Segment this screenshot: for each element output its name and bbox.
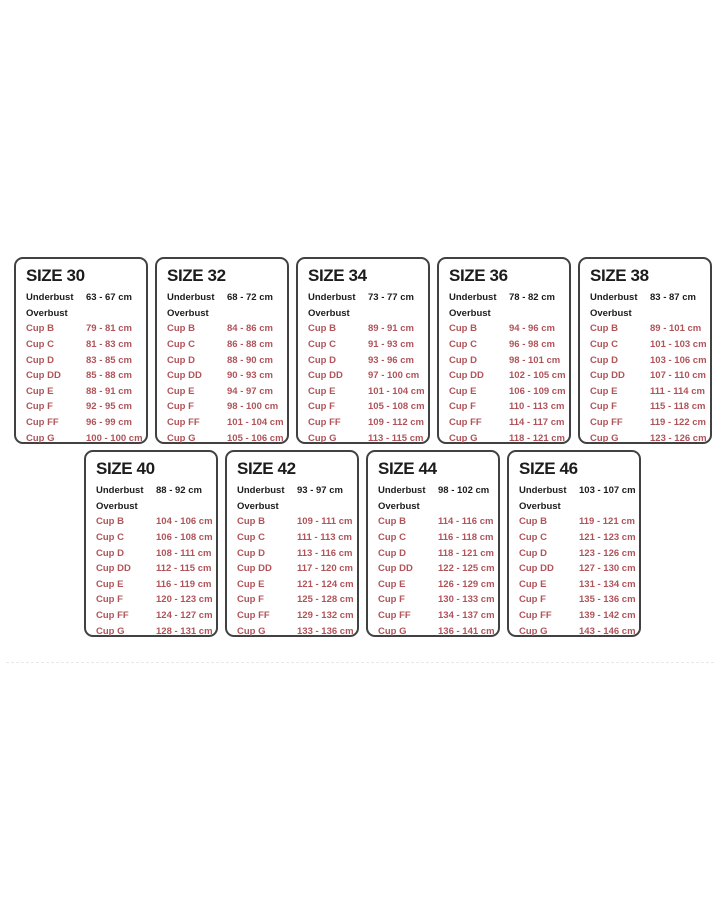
underbust-label: Underbust — [167, 292, 215, 304]
cup-label: Cup DD — [378, 563, 413, 575]
cup-row — [167, 415, 284, 431]
cup-row — [590, 384, 704, 400]
overbust-label: Overbust — [590, 307, 632, 319]
cup-label: Cup DD — [26, 370, 61, 382]
size-card-title: SIZE 38 — [590, 266, 649, 285]
cup-value: 133 - 136 cm — [297, 625, 354, 637]
cup-value: 93 - 96 cm — [368, 354, 414, 366]
cup-label: Cup FF — [449, 417, 482, 429]
cup-label: Cup E — [96, 578, 124, 590]
cup-row — [26, 337, 140, 353]
cup-row — [26, 384, 140, 400]
cup-label: Cup F — [167, 401, 194, 413]
cup-label: Cup B — [96, 516, 124, 528]
size-cards-row-1 — [14, 257, 712, 444]
cup-value: 115 - 118 cm — [650, 401, 706, 413]
cup-label: Cup DD — [237, 563, 272, 575]
cup-row — [237, 561, 351, 577]
overbust-label: Overbust — [308, 307, 350, 319]
size-card-title: SIZE 36 — [449, 266, 508, 285]
cup-value: 88 - 91 cm — [86, 385, 132, 397]
underbust-row — [308, 290, 422, 306]
overbust-label: Overbust — [519, 500, 561, 512]
cup-value: 83 - 85 cm — [86, 354, 132, 366]
cup-label: Cup DD — [590, 370, 625, 382]
cup-row — [26, 368, 140, 384]
cup-label: Cup E — [167, 385, 195, 397]
underbust-row — [96, 483, 210, 499]
cup-value: 130 - 133 cm — [438, 594, 495, 606]
underbust-row — [590, 290, 704, 306]
overbust-label: Overbust — [237, 500, 279, 512]
cup-value: 100 - 100 cm — [86, 432, 143, 444]
cup-value: 123 - 126 cm — [579, 547, 636, 559]
underbust-value: 68 - 72 cm — [227, 292, 273, 304]
cup-label: Cup B — [167, 323, 195, 335]
cup-value: 91 - 93 cm — [368, 339, 414, 351]
cup-value: 110 - 113 cm — [509, 401, 565, 413]
cup-label: Cup B — [590, 323, 618, 335]
cup-label: Cup FF — [167, 417, 200, 429]
cup-label: Cup E — [449, 385, 477, 397]
cup-value: 136 - 141 cm — [438, 625, 495, 637]
cup-row — [449, 337, 563, 353]
cup-row — [96, 608, 213, 624]
underbust-value: 93 - 97 cm — [297, 485, 343, 497]
cup-value: 123 - 126 cm — [650, 432, 707, 444]
cup-value: 119 - 122 cm — [650, 417, 706, 429]
cup-value: 111 - 113 cm — [297, 532, 352, 544]
cup-row — [378, 545, 492, 561]
cup-row — [96, 545, 210, 561]
cup-label: Cup FF — [237, 610, 270, 622]
cup-label: Cup G — [167, 432, 196, 444]
cup-label: Cup FF — [519, 610, 552, 622]
cup-value: 88 - 90 cm — [227, 354, 273, 366]
cup-row — [590, 352, 707, 368]
cup-row — [96, 623, 213, 639]
underbust-label: Underbust — [378, 485, 426, 497]
cup-value: 94 - 97 cm — [227, 385, 273, 397]
cup-label: Cup C — [519, 532, 547, 544]
size-card-title: SIZE 32 — [167, 266, 226, 285]
cup-value: 118 - 121 cm — [438, 547, 494, 559]
cup-row — [519, 608, 636, 624]
overbust-label: Overbust — [96, 500, 138, 512]
cup-label: Cup C — [378, 532, 406, 544]
underbust-row — [449, 290, 563, 306]
underbust-row — [519, 483, 636, 499]
cup-value: 127 - 130 cm — [579, 563, 636, 575]
size-card — [155, 257, 289, 444]
overbust-label: Overbust — [26, 307, 68, 319]
cup-label: Cup FF — [308, 417, 341, 429]
underbust-value: 63 - 67 cm — [86, 292, 132, 304]
cup-row — [26, 321, 140, 337]
underbust-value: 83 - 87 cm — [650, 292, 696, 304]
overbust-row — [308, 306, 422, 322]
underbust-value: 78 - 82 cm — [509, 292, 555, 304]
cup-row — [308, 352, 422, 368]
cup-row — [237, 608, 354, 624]
cup-label: Cup E — [237, 578, 265, 590]
cup-value: 102 - 105 cm — [509, 370, 566, 382]
cup-label: Cup G — [308, 432, 337, 444]
size-card-title: SIZE 42 — [237, 459, 296, 478]
cup-label: Cup D — [308, 354, 336, 366]
cup-value: 121 - 123 cm — [579, 532, 636, 544]
underbust-row — [167, 290, 281, 306]
cup-value: 90 - 93 cm — [227, 370, 273, 382]
cup-row — [590, 430, 707, 446]
cup-row — [519, 592, 636, 608]
cup-value: 103 - 106 cm — [650, 354, 707, 366]
cup-label: Cup F — [308, 401, 335, 413]
overbust-row — [449, 306, 563, 322]
cup-row — [96, 592, 213, 608]
cup-row — [308, 321, 422, 337]
cup-row — [26, 399, 140, 415]
cup-value: 105 - 108 cm — [368, 401, 425, 413]
cup-row — [237, 530, 351, 546]
cup-value: 94 - 96 cm — [509, 323, 555, 335]
cup-value: 114 - 116 cm — [438, 516, 494, 528]
cup-label: Cup D — [378, 547, 406, 559]
cup-label: Cup D — [96, 547, 124, 559]
cup-label: Cup G — [378, 625, 407, 637]
cup-label: Cup F — [26, 401, 53, 413]
underbust-value: 73 - 77 cm — [368, 292, 414, 304]
cup-row — [519, 623, 636, 639]
cup-label: Cup D — [590, 354, 618, 366]
underbust-label: Underbust — [590, 292, 638, 304]
cup-row — [167, 384, 281, 400]
cup-label: Cup D — [26, 354, 54, 366]
overbust-row — [167, 306, 281, 322]
cup-label: Cup DD — [308, 370, 343, 382]
cup-label: Cup D — [167, 354, 195, 366]
cup-label: Cup C — [590, 339, 618, 351]
size-card-title: SIZE 34 — [308, 266, 367, 285]
cup-row — [308, 415, 422, 431]
cup-label: Cup D — [237, 547, 265, 559]
cup-label: Cup DD — [96, 563, 131, 575]
cup-label: Cup F — [96, 594, 123, 606]
size-card — [507, 450, 641, 637]
cup-label: Cup F — [519, 594, 546, 606]
cup-row — [308, 399, 425, 415]
cup-value: 112 - 115 cm — [156, 563, 212, 575]
cup-row — [449, 368, 566, 384]
underbust-label: Underbust — [449, 292, 497, 304]
size-card-title: SIZE 44 — [378, 459, 437, 478]
cup-row — [590, 321, 704, 337]
cup-value: 113 - 116 cm — [297, 547, 353, 559]
cup-label: Cup FF — [378, 610, 411, 622]
cup-row — [167, 399, 281, 415]
cup-value: 139 - 142 cm — [579, 610, 636, 622]
cup-row — [378, 530, 492, 546]
cup-row — [449, 430, 563, 446]
cup-row — [378, 561, 495, 577]
cup-value: 106 - 109 cm — [509, 385, 566, 397]
size-card — [225, 450, 359, 637]
underbust-row — [237, 483, 351, 499]
cup-row — [308, 384, 425, 400]
cup-value: 120 - 123 cm — [156, 594, 213, 606]
cup-row — [26, 430, 143, 446]
cup-row — [167, 368, 281, 384]
underbust-label: Underbust — [26, 292, 74, 304]
cup-row — [449, 321, 563, 337]
cup-value: 118 - 121 cm — [509, 432, 565, 444]
cup-label: Cup B — [519, 516, 547, 528]
cup-row — [378, 592, 495, 608]
cup-value: 101 - 104 cm — [227, 417, 284, 429]
cup-value: 109 - 112 cm — [368, 417, 424, 429]
cup-label: Cup C — [449, 339, 477, 351]
cup-row — [26, 415, 140, 431]
underbust-label: Underbust — [237, 485, 285, 497]
cup-row — [378, 608, 495, 624]
cup-value: 98 - 101 cm — [509, 354, 561, 366]
cup-label: Cup FF — [590, 417, 623, 429]
cup-value: 109 - 111 cm — [297, 516, 353, 528]
cup-label: Cup G — [590, 432, 619, 444]
cup-value: 116 - 119 cm — [156, 578, 212, 590]
cup-label: Cup C — [26, 339, 54, 351]
cup-value: 129 - 132 cm — [297, 610, 354, 622]
cup-label: Cup F — [449, 401, 476, 413]
cup-value: 89 - 101 cm — [650, 323, 702, 335]
underbust-label: Underbust — [308, 292, 356, 304]
cup-row — [449, 415, 563, 431]
cup-value: 107 - 110 cm — [650, 370, 706, 382]
cup-row — [96, 530, 213, 546]
underbust-row — [378, 483, 492, 499]
cup-value: 111 - 114 cm — [650, 385, 705, 397]
underbust-label: Underbust — [519, 485, 567, 497]
cup-label: Cup C — [167, 339, 195, 351]
cup-value: 101 - 103 cm — [650, 339, 707, 351]
cup-label: Cup B — [308, 323, 336, 335]
cup-row — [167, 337, 281, 353]
cup-row — [167, 430, 284, 446]
size-card — [437, 257, 571, 444]
cup-row — [519, 577, 636, 593]
cup-row — [237, 514, 351, 530]
size-card-title: SIZE 46 — [519, 459, 578, 478]
cup-row — [308, 430, 422, 446]
cup-label: Cup FF — [26, 417, 59, 429]
cup-value: 108 - 111 cm — [156, 547, 212, 559]
cup-row — [96, 514, 213, 530]
cup-label: Cup F — [590, 401, 617, 413]
cup-value: 126 - 129 cm — [438, 578, 495, 590]
overbust-row — [96, 499, 210, 515]
cup-value: 96 - 98 cm — [509, 339, 555, 351]
cup-label: Cup C — [237, 532, 265, 544]
size-card — [14, 257, 148, 444]
cup-row — [519, 514, 633, 530]
cup-row — [449, 399, 563, 415]
cup-value: 84 - 86 cm — [227, 323, 273, 335]
cup-row — [449, 352, 563, 368]
cup-value: 98 - 100 cm — [227, 401, 279, 413]
underbust-value: 88 - 92 cm — [156, 485, 202, 497]
size-card — [84, 450, 218, 637]
overbust-row — [378, 499, 492, 515]
cup-label: Cup E — [26, 385, 54, 397]
size-card — [366, 450, 500, 637]
cup-value: 119 - 121 cm — [579, 516, 635, 528]
cup-row — [519, 561, 636, 577]
cup-label: Cup FF — [96, 610, 129, 622]
cup-label: Cup G — [519, 625, 548, 637]
cup-value: 131 - 134 cm — [579, 578, 636, 590]
overbust-row — [590, 306, 704, 322]
cup-row — [590, 399, 704, 415]
cup-value: 135 - 136 cm — [579, 594, 636, 606]
cup-row — [378, 514, 492, 530]
cup-value: 104 - 106 cm — [156, 516, 213, 528]
cup-label: Cup B — [449, 323, 477, 335]
cup-label: Cup E — [378, 578, 406, 590]
cup-value: 117 - 120 cm — [297, 563, 353, 575]
cup-value: 97 - 100 cm — [368, 370, 420, 382]
cup-value: 143 - 146 cm — [579, 625, 636, 637]
cup-row — [519, 530, 636, 546]
underbust-label: Underbust — [96, 485, 144, 497]
cup-value: 121 - 124 cm — [297, 578, 354, 590]
cup-label: Cup E — [590, 385, 618, 397]
cup-row — [237, 623, 354, 639]
overbust-row — [519, 499, 633, 515]
cup-label: Cup C — [308, 339, 336, 351]
overbust-label: Overbust — [449, 307, 491, 319]
cup-label: Cup G — [449, 432, 478, 444]
underbust-value: 98 - 102 cm — [438, 485, 490, 497]
cup-value: 114 - 117 cm — [509, 417, 565, 429]
cup-row — [237, 577, 354, 593]
cup-label: Cup G — [96, 625, 125, 637]
cup-value: 79 - 81 cm — [86, 323, 132, 335]
cup-row — [590, 368, 704, 384]
cup-value: 96 - 99 cm — [86, 417, 132, 429]
cup-row — [237, 545, 351, 561]
size-card — [578, 257, 712, 444]
divider-line — [6, 662, 714, 663]
size-cards-row-2 — [84, 450, 641, 637]
cup-label: Cup D — [449, 354, 477, 366]
cup-label: Cup DD — [449, 370, 484, 382]
cup-value: 105 - 106 cm — [227, 432, 284, 444]
cup-label: Cup B — [26, 323, 54, 335]
cup-value: 101 - 104 cm — [368, 385, 425, 397]
cup-row — [96, 577, 210, 593]
size-card-title: SIZE 40 — [96, 459, 155, 478]
cup-row — [590, 337, 707, 353]
cup-value: 86 - 88 cm — [227, 339, 273, 351]
cup-label: Cup E — [519, 578, 547, 590]
overbust-row — [26, 306, 140, 322]
cup-label: Cup DD — [519, 563, 554, 575]
cup-value: 125 - 128 cm — [297, 594, 354, 606]
cup-row — [308, 337, 422, 353]
cup-row — [378, 623, 495, 639]
cup-value: 128 - 131 cm — [156, 625, 213, 637]
cup-row — [237, 592, 354, 608]
underbust-value: 103 - 107 cm — [579, 485, 636, 497]
cup-label: Cup C — [96, 532, 124, 544]
cup-label: Cup E — [308, 385, 336, 397]
cup-label: Cup G — [237, 625, 266, 637]
cup-value: 113 - 115 cm — [368, 432, 424, 444]
cup-row — [519, 545, 636, 561]
overbust-label: Overbust — [378, 500, 420, 512]
cup-value: 124 - 127 cm — [156, 610, 213, 622]
cup-row — [449, 384, 566, 400]
cup-row — [26, 352, 140, 368]
cup-row — [167, 352, 281, 368]
underbust-row — [26, 290, 140, 306]
cup-value: 85 - 88 cm — [86, 370, 132, 382]
cup-row — [96, 561, 210, 577]
cup-row — [167, 321, 281, 337]
overbust-label: Overbust — [167, 307, 209, 319]
cup-row — [308, 368, 422, 384]
cup-label: Cup D — [519, 547, 547, 559]
cup-value: 81 - 83 cm — [86, 339, 132, 351]
cup-label: Cup G — [26, 432, 55, 444]
size-card — [296, 257, 430, 444]
cup-row — [378, 577, 495, 593]
cup-value: 122 - 125 cm — [438, 563, 495, 575]
cup-label: Cup B — [237, 516, 265, 528]
overbust-row — [237, 499, 351, 515]
size-card-title: SIZE 30 — [26, 266, 85, 285]
cup-label: Cup B — [378, 516, 406, 528]
cup-label: Cup F — [378, 594, 405, 606]
cup-label: Cup F — [237, 594, 264, 606]
cup-value: 92 - 95 cm — [86, 401, 132, 413]
cup-value: 116 - 118 cm — [438, 532, 494, 544]
cup-value: 106 - 108 cm — [156, 532, 213, 544]
cup-row — [590, 415, 704, 431]
cup-value: 89 - 91 cm — [368, 323, 414, 335]
cup-label: Cup DD — [167, 370, 202, 382]
cup-value: 134 - 137 cm — [438, 610, 495, 622]
